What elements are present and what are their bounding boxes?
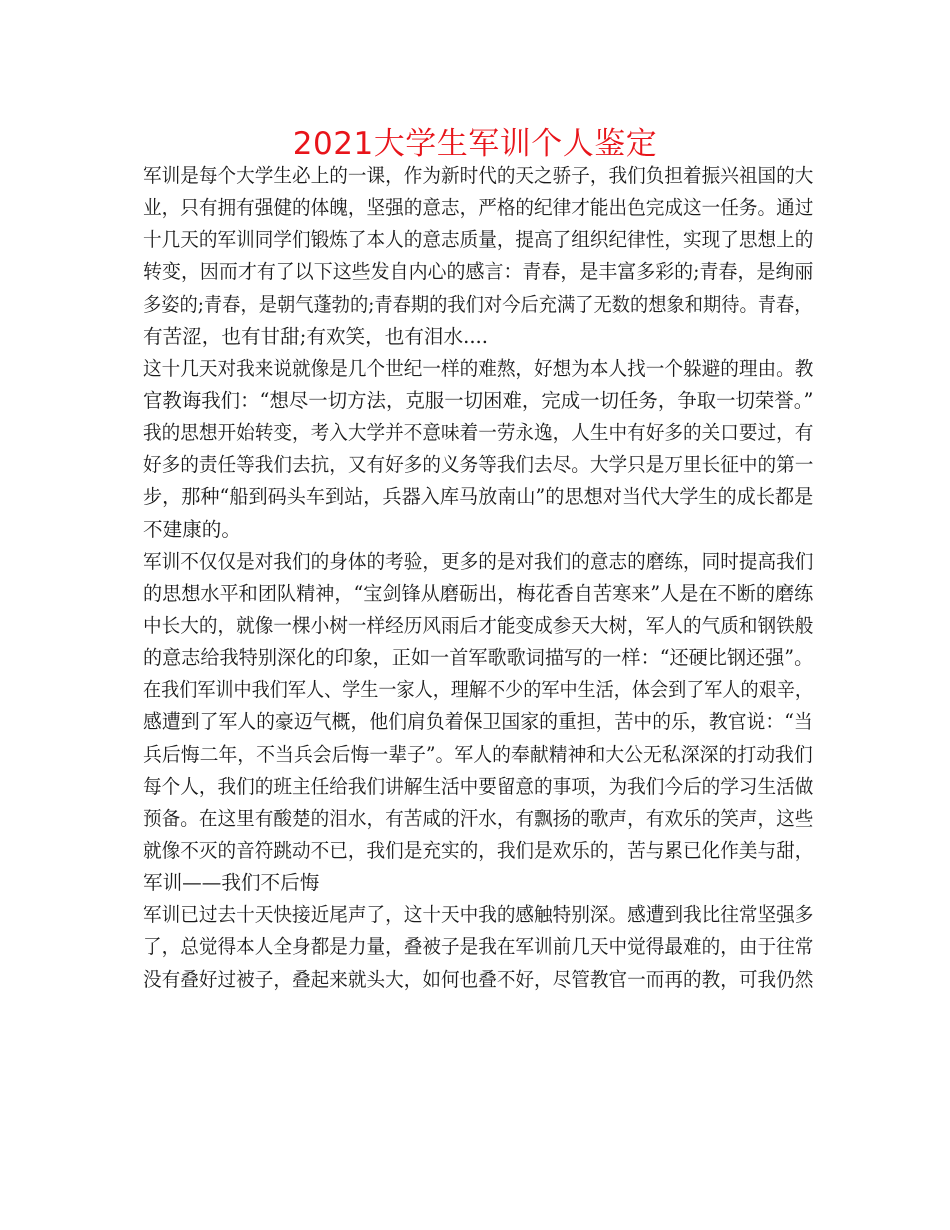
text-line: 军训不仅仅是对我们的身体的考验，更多的是对我们的意志的磨练，同时提高我们 xyxy=(143,549,814,573)
text-line: 我的思想开始转变，考入大学并不意味着一劳永逸，人生中有好多的关口要过，有 xyxy=(143,421,814,445)
text-line: 这十几天对我来说就像是几个世纪一样的难熬，好想为本人找一个躲避的理由。教 xyxy=(143,356,814,380)
text-line: 就像不灭的音符跳动不已，我们是充实的，我们是欢乐的，苦与累已化作美与甜， xyxy=(143,838,814,862)
text-line: 好多的责任等我们去抗，又有好多的义务等我们去尽。大学只是万里长征中的第一 xyxy=(143,453,814,477)
text-line: 了，总觉得本人全身都是力量，叠被子是我在军训前几天中觉得最难的，由于往常 xyxy=(143,935,814,959)
text-line: 多姿的;青春，是朝气蓬勃的;青春期的我们对今后充满了无数的想象和期待。青春， xyxy=(143,292,813,316)
text-line: 军训——我们不后悔 xyxy=(143,871,320,895)
text-line: 预备。在这里有酸楚的泪水，有苦咸的汗水，有飘扬的歌声，有欢乐的笑声，这些 xyxy=(143,806,814,830)
text-line: 没有叠好过被子，叠起来就头大，如何也叠不好，尽管教官一而再的教，可我仍然 xyxy=(143,967,814,991)
text-line: 步，那种“船到码头车到站，兵器入库马放南山”的思想对当代大学生的成长都是 xyxy=(143,485,814,509)
document-body xyxy=(143,160,813,996)
text-line: 的思想水平和团队精神，“宝剑锋从磨砺出，梅花香自苦寒来”人是在不断的磨练 xyxy=(143,581,814,605)
text-line: 军训已过去十天快接近尾声了，这十天中我的感触特别深。感遭到我比往常坚强多 xyxy=(143,903,814,927)
text-line: 感遭到了军人的豪迈气概，他们肩负着保卫国家的重担，苦中的乐，教官说：“当 xyxy=(143,710,813,734)
text-line: 不建康的。 xyxy=(143,517,241,541)
document-title: 2021大学生军训个人鉴定 xyxy=(292,126,658,162)
text-line: 军训是每个大学生必上的一课，作为新时代的天之骄子，我们负担着振兴祖国的大 xyxy=(143,164,814,187)
text-line: 的意志给我特别深化的印象，正如一首军歌歌词描写的一样：“还硬比钢还强”。 xyxy=(143,646,814,670)
text-line: 业，只有拥有强健的体魄，坚强的意志，严格的纪律才能出色完成这一任务。通过 xyxy=(143,196,814,220)
text-line: 中长大的，就像一棵小树一样经历风雨后才能变成参天大树，军人的气质和钢铁般 xyxy=(143,613,814,637)
text-line: 每个人，我们的班主任给我们讲解生活中要留意的事项，为我们今后的学习生活做 xyxy=(143,774,814,798)
text-line: 十几天的军训同学们锻炼了本人的意志质量，提高了组织纪律性，实现了思想上的 xyxy=(143,228,814,252)
text-line: 在我们军训中我们军人、学生一家人，理解不少的军中生活，体会到了军人的艰辛， xyxy=(143,678,813,702)
text-line: 转变，因而才有了以下这些发自内心的感言：青春，是丰富多彩的;青春，是绚丽 xyxy=(143,260,814,284)
text-line: 兵后悔二年，不当兵会后悔一辈子”。军人的奉献精神和大公无私深深的打动我们 xyxy=(143,742,813,766)
text-line: 官教诲我们：“想尽一切方法，克服一切困难，完成一切任务，争取一切荣誉。” xyxy=(143,388,814,412)
text-line: 有苦涩，也有甘甜;有欢笑，也有泪水.... xyxy=(143,324,489,348)
